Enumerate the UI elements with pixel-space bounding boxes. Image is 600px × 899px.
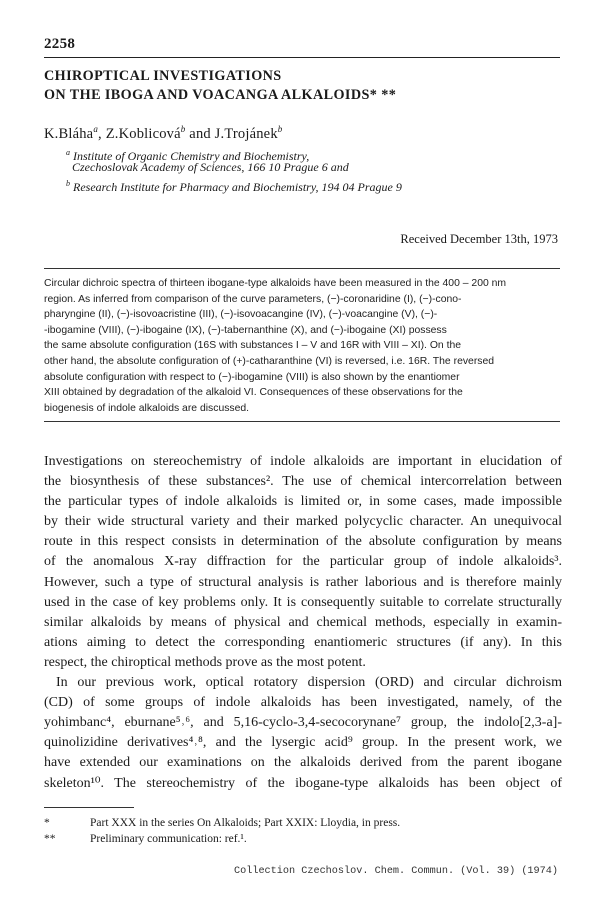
author-separator: and [185, 125, 215, 142]
body-line: the particular types of indole alkaloids is limited or, in some cases, made impossible [44, 494, 562, 510]
abstract-line: pharyngine (II), (−)-isovoacristine (III), (−)-isovoacangine (IV), (−)-voacangine (V), (−)- [44, 309, 438, 321]
affiliation-text: Institute of Organic Chemistry and Biochemistry, [73, 149, 310, 163]
body-line: In our previous work, optical rotatory dispersion (ORD) and circular dichroism [56, 675, 562, 691]
body-line: Investigations on stereochemistry of indole alkaloids are important in elucidation of [44, 454, 562, 469]
affiliation-mark: b [66, 179, 70, 188]
body-line: (CD) of some groups of indole alkaloids has been investigated, namely, of the [44, 695, 562, 711]
body-line: of the anomalous X-ray diffraction for the particular group of indole alkaloids³. [44, 554, 562, 570]
author-name: J.Trojánek [214, 125, 278, 142]
body-line: the biosynthesis of these substances². The use of chemical intercorrelation between [44, 474, 562, 490]
author-name: K.Bláha [44, 125, 94, 142]
body-line: used in the case of key problems only. It is consequently suitable to correlate structurally [44, 594, 562, 610]
affiliation-text: Czechoslovak Academy of Sciences, 166 10 Prague 6 and [72, 160, 349, 174]
footnote [44, 833, 247, 845]
page-number: 2258 [44, 36, 76, 52]
footnote-mark: * [44, 817, 50, 829]
author-affiliation-mark: b [180, 124, 186, 134]
title-line-1: CHIROPTICAL INVESTIGATIONS [44, 68, 282, 84]
body-line: yohimbanc⁴, eburnane⁵˒⁶, and 5,16-cyclo-3,4-secocorynane⁷ group, the indolo[2,3-a]- [44, 715, 562, 731]
body-text [44, 452, 562, 794]
footnote-mark: ** [44, 833, 56, 845]
title-line-2: ON THE IBOGA AND VOACANGA ALKALOIDS* ** [44, 87, 397, 103]
abstract-line: Circular dichroic spectra of thirteen ibogane-type alkaloids have been measured in the 400 – 200 nm [44, 278, 507, 289]
author-separator: , [98, 125, 106, 142]
author-affiliation-mark: b [277, 124, 283, 134]
affiliation-line [72, 160, 349, 175]
abstract-line: -ibogamine (VIII), (−)-ibogaine (IX), (−)-tabernanthine (X), and (−)-ibogaine (XI) possess [44, 324, 447, 336]
footnote [44, 817, 400, 829]
affiliation-line [66, 176, 402, 195]
author-list [44, 124, 282, 143]
body-line: quinolizidine derivatives⁴˒⁸, and the lysergic acid⁹ group. In the present work, we [44, 735, 562, 751]
abstract [44, 276, 560, 416]
abstract-line: XIII obtained by degradation of the alkaloid VI. Consequences of these observations for the [44, 387, 463, 399]
header-rule [44, 57, 560, 58]
abstract-line: region. As inferred from comparison of the curve parameters, (−)-coronaridine (I), (−)-cono- [44, 293, 462, 305]
footnote-rule [44, 807, 134, 808]
abstract-top-rule [44, 268, 560, 269]
journal-citation: Collection Czechoslov. Chem. Commun. (Vol. 39) (1974) [233, 866, 558, 877]
body-line: by their wide structural variety and their marked polycyclic character. An unequivocal [44, 514, 562, 530]
abstract-line: other hand, the absolute configuration of (+)-catharanthine (VI) is reversed, i.e. 16R. The reversed [44, 355, 495, 367]
body-line: ations aiming to detect the corresponding enantiomeric structures (if any). In this [44, 634, 562, 650]
author-name: Z.Koblicová [105, 125, 181, 142]
abstract-line: biogenesis of indole alkaloids are discussed. [44, 402, 250, 414]
body-line: similar alkaloids by means of physical and chemical methods, especially in examin- [44, 614, 562, 630]
author-affiliation-mark: a [93, 124, 99, 134]
abstract-line: absolute configuration with respect to (−)-ibogamine (VIII) is also shown by the enantiomer [44, 371, 460, 383]
affiliation-text: Research Institute for Pharmacy and Biochemistry, 194 04 Prague 9 [73, 180, 402, 194]
body-line: route in this respect consists in determination of the absolute configuration by means [44, 534, 562, 550]
body-line: have extended our examinations on the alkaloids derived from the parent ibogane [44, 755, 562, 771]
received-date: Received December 13th, 1973 [400, 232, 558, 246]
body-line: However, such a type of structural analysis is rather laborious and is therefore mainly [44, 574, 562, 590]
affiliation-mark: a [66, 148, 70, 157]
abstract-bottom-rule [44, 421, 560, 422]
body-line: respect, the chiroptical methods prove as the most potent. [44, 654, 366, 670]
article-title [44, 67, 396, 105]
abstract-line: the same absolute configuration (16S with substances I – V and 16R with VIII – XI). On the [44, 340, 462, 352]
footnote-text: Preliminary communication: ref.¹. [90, 833, 247, 845]
footnote-text: Part XXX in the series On Alkaloids; Part XXIX: Lloydia, in press. [90, 817, 401, 829]
body-line: skeleton¹⁰. The stereochemistry of the ibogane-type alkaloids has been object of [44, 775, 562, 791]
